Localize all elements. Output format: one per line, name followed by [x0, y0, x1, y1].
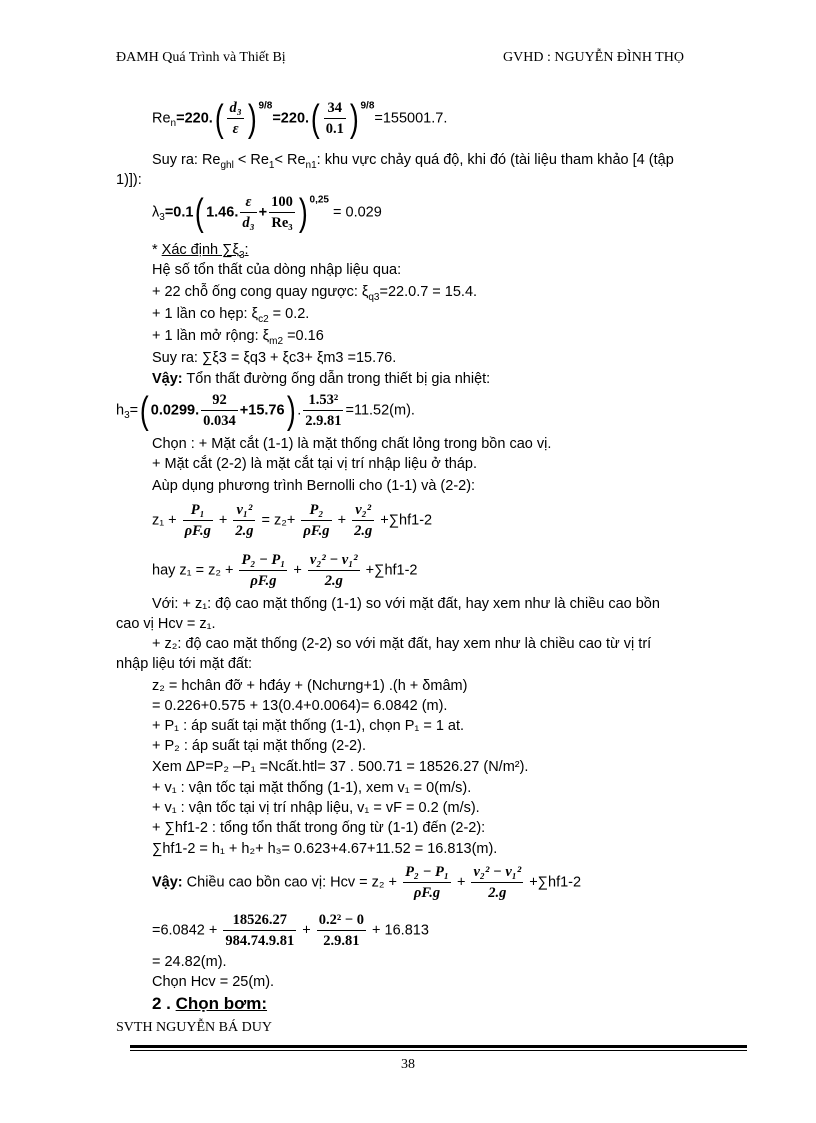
vay-2-sum: +∑hf1-2 — [529, 874, 582, 891]
z2-eq: z₂ = hchân đỡ + hđáy + (Nchưng+1) .(h + δmâm) — [152, 678, 468, 694]
frac-num-hy1: P₂ − P₁ — [241, 552, 286, 568]
v1a-line: + v₁ : vận tốc tại mặt thống (1-1), xem v₁ = 0(m/s). — [152, 780, 472, 796]
h3-b: +15.76 — [239, 402, 285, 419]
frac-den-b1: ρF.g — [184, 523, 211, 539]
page-number: 38 — [401, 1057, 415, 1072]
re-mid: =220. — [272, 110, 310, 127]
frac-v2 — [352, 500, 374, 541]
xac-dinh-sub: 3 — [238, 249, 245, 261]
formula-calc: =6.0842 + $\frac{18526.27}{984.74.9.81}$ + $\frac{\text{0.2² − 0}}{2.9.81}$ + 16.813 — [152, 912, 429, 949]
frac-den-hy1: ρF.g — [250, 573, 277, 589]
formula-h3: $h_3=$( 0.0299. $\frac{92}{0.034}$ +15.76) . $\frac{\text{1.53²}}{2.9.81}$ =11.52(m). — [116, 389, 415, 432]
frac-18526 — [223, 910, 296, 951]
paren-open-l: ( — [195, 191, 205, 234]
suy-ra-2: Suy ra: ∑ξ3 = ξq3 + ξc3+ ξm3 =15.76. — [152, 350, 397, 366]
paren-open: ( — [214, 97, 224, 140]
item-2: + 1 lần co hẹp: $\xi_{c2} = 0.2$. — [152, 306, 310, 325]
voi-2b: nhập liệu tới mặt đất: — [116, 656, 253, 672]
frac-num-b3: P₂ — [309, 502, 324, 518]
vay-2-bold: Vậy: — [152, 874, 183, 891]
chon-1: Chọn : + Mặt cắt (1-1) là mặt thống chất lỏng trong bồn cao vị. — [152, 436, 552, 452]
paren-close: ) — [247, 97, 257, 140]
frac-num-l1: ε — [245, 194, 252, 210]
item-3: + 1 lần mở rộng: $\xi_{m2} =0.16$ — [152, 328, 324, 347]
frac-num-l2: 100 — [269, 192, 295, 213]
frac-dv — [308, 550, 360, 591]
frac-num-c2: 0.2² − 0 — [317, 910, 366, 931]
paren-close-l: ) — [298, 191, 308, 234]
frac-num-c1: 18526.27 — [223, 910, 296, 931]
xem-line: Xem ΔP=P₂ –P₁ =Ncất.htl= 37 . 500.71 = 18526.27 (N/m²). — [152, 759, 529, 775]
ap-dung: Aùp dụng phương trình Bernolli cho (1-1) và (2-2): — [152, 478, 476, 494]
frac-92 — [201, 390, 238, 431]
item-3-tail: =0.16 — [283, 328, 324, 344]
voi-1: Với: + z₁: độ cao mặt thống (1-1) so với mặt đất, hay xem như là chiều cao bồn — [152, 596, 660, 612]
chon-2: + Mặt cắt (2-2) là mặt cắt tại vị trí nhập liệu ở tháp. — [152, 456, 478, 472]
re-result: =155001.7. — [374, 110, 448, 127]
section-number: 2 . — [152, 994, 176, 1013]
lambda-eq: =0.1 — [164, 204, 194, 221]
formula-bernoulli: z₁ + $\frac{\text{P₁}}{\rho F.g}$ + $\frac{\text{v₁²}}{2.g}$ = z₂+ $\frac{\text{P₂}}{\rho F.g}$ + $\frac{\text{v₂²}}{2.g}$ +∑hf1-2 — [152, 502, 433, 539]
frac-den-h1: 0.034 — [203, 413, 236, 429]
lambda-result: = 0.029 — [333, 204, 382, 221]
section-heading — [152, 994, 267, 1014]
frac-den-hy2: 2.g — [324, 573, 343, 589]
paren-open-h: ( — [140, 389, 149, 432]
he-so-line: Hệ số tổn thất của dòng nhập liệu qua: — [152, 262, 402, 278]
frac-dv-2 — [471, 862, 523, 903]
paren-close-2: ) — [349, 97, 359, 140]
frac-den-b4: 2.g — [354, 523, 373, 539]
frac-02 — [317, 910, 366, 951]
frac-den: ε — [232, 121, 239, 137]
calc-pre: =6.0842 + — [152, 922, 218, 939]
frac-eps-d — [240, 192, 256, 233]
frac-100-re — [269, 192, 295, 233]
frac-den-b3: ρF.g — [303, 523, 330, 539]
frac-dp — [239, 550, 287, 591]
suy-ra-cont: 1)]): — [116, 172, 142, 188]
lambda-in: 1.46. — [206, 204, 239, 221]
frac-num-hy2: v₂² − v₁² — [309, 552, 358, 568]
frac-p2 — [301, 500, 331, 541]
footer-rule-thin — [130, 1050, 747, 1051]
frac-den-v1: ρF.g — [413, 885, 441, 901]
section-title: Chọn bơm: — [175, 994, 268, 1013]
voi-1b: cao vị Hcv = z₁. — [116, 616, 216, 632]
hay-text: hay z₁ = z₂ + — [152, 562, 234, 579]
text-d: : khu vực chảy quá độ, khi đó (tài liệu tham khảo [4 (tập — [316, 152, 674, 168]
frac-v1 — [233, 500, 255, 541]
frac-den-v2: 2.g — [488, 885, 507, 901]
plus: + — [258, 204, 268, 221]
z2-val: = 0.226+0.575 + 13(0.4+0.0064)= 6.0842 (m). — [152, 698, 448, 714]
formula-re-n — [152, 98, 447, 139]
re-sub: n — [170, 118, 177, 130]
header-course: ĐAMH Quá Trình và Thiết Bị — [116, 50, 286, 65]
frac-den-c1: 984.74.9.81 — [225, 933, 295, 949]
frac-num-2: 34 — [324, 98, 346, 119]
lambda-exp: 0,25 — [309, 194, 329, 206]
frac-num-v2: v₂² − v₁² — [473, 864, 522, 880]
frac-den-2: 0.1 — [325, 121, 344, 137]
frac-num-h1: 92 — [201, 390, 238, 411]
sum-h-eq: ∑hf1-2 = h₁ + h₂+ h₃= 0.623+4.67+11.52 = 16.813(m). — [152, 841, 498, 857]
lambda-sym: λ — [152, 204, 160, 221]
vay-bold: Vậy: — [152, 371, 183, 387]
frac-p1 — [183, 500, 213, 541]
footer-rule-thick — [130, 1045, 747, 1048]
item-1-text: + 22 chỗ ống cong quay ngược: ξ — [152, 284, 369, 300]
text-c: < Re — [274, 152, 306, 168]
frac-num-b4: v₂² — [355, 502, 372, 518]
footer-student: SVTH NGUYỄN BÁ DUY — [116, 1020, 272, 1035]
frac-153 — [303, 390, 343, 431]
calc-tail: + 16.813 — [372, 922, 429, 939]
result-1: = 24.82(m). — [152, 954, 227, 970]
frac-num-h2: 1.53² — [303, 390, 343, 411]
frac-den-l2: Re₃ — [271, 215, 293, 231]
text-b: < Re — [233, 152, 269, 168]
p1-line: + P₁ : áp suất tại mặt thống (1-1), chọn P₁ = 1 at. — [152, 718, 465, 734]
result-2: Chọn Hcv = 25(m). — [152, 974, 275, 990]
vay-text: Tổn thất đường ống dẫn trong thiết bị gia nhiệt: — [182, 371, 491, 387]
header-advisor: GVHD : NGUYỄN ĐÌNH THỌ — [503, 50, 684, 65]
frac-34 — [324, 98, 346, 139]
bern-eq: = z₂+ — [261, 512, 296, 529]
frac-d-eps — [227, 98, 243, 139]
suy-ra-line: Suy ra: $Re_{ghl} < Re_1< Re_{n1}$: khu vực chảy quá độ, khi đó (tài liệu tham khảo [4 (tập — [152, 152, 674, 171]
item-2-text: + 1 lần co hẹp: ξ — [152, 306, 259, 322]
h3-a: 0.0299. — [150, 402, 200, 419]
formula-hcv: Vậy: Chiều cao bồn cao vị: Hcv = z₂ + $\frac{\text{P₂ − P₁}}{\rho F.g}$ + $\frac{\text{v₂² − v₁²}}{2.g}$ +∑hf1-2 — [152, 864, 582, 901]
frac-den-h2: 2.9.81 — [305, 413, 342, 429]
formula-hay: hay z₁ = z₂ + $\frac{\text{P₂ − P₁}}{\rho F.g}$ + $\frac{\text{v₂² − v₁²}}{2.g}$ +∑hf1-2 — [152, 552, 418, 589]
h3-result: =11.52(m). — [345, 402, 415, 419]
re-eq: =220. — [176, 110, 213, 127]
frac-num-v1: P₂ − P₁ — [405, 864, 449, 880]
frac-num: d₃ — [229, 100, 242, 116]
re-exp: 9/8 — [258, 100, 273, 112]
paren-open-2: ( — [310, 97, 320, 140]
item-2-tail: = 0.2. — [268, 306, 310, 322]
frac-den-c2: 2.9.81 — [323, 933, 360, 949]
hay-sum: +∑hf1-2 — [365, 562, 418, 579]
frac-den-b2: 2.g — [235, 523, 254, 539]
text-a: Suy ra: Re — [152, 152, 221, 168]
vay-2-text: Chiều cao bồn cao vị: Hcv = z₂ + — [182, 874, 398, 891]
bern-sum: +∑hf1-2 — [380, 512, 433, 529]
item-1-tail: =22.0.7 = 15.4. — [379, 284, 478, 300]
vay-1 — [152, 369, 490, 389]
formula-lambda: $\lambda_3=0.1$( 1.46. $\frac{\varepsilon}{\text{d₃}}$ + $\frac{100}{\text{Re₃}}$ ) $^{0,25}$ = 0.029 — [152, 191, 382, 234]
frac-num-b2: v₁² — [236, 502, 253, 518]
v1b-line: + v₁ : vận tốc tại vị trí nhập liệu, v₁ = vF = 0.2 (m/s). — [152, 800, 480, 816]
sum-h-line: + ∑hf1-2 : tổng tổn thất trong ống từ (1-1) đến (2-2): — [152, 820, 486, 836]
frac-dp-2 — [403, 862, 451, 903]
xac-dinh-text: Xác định ∑ξ — [161, 242, 239, 258]
re-label: Re — [152, 110, 171, 127]
p2-line: + P₂ : áp suất tại mặt thống (2-2). — [152, 738, 366, 754]
item-3-text: + 1 lần mở rộng: ξ — [152, 328, 270, 344]
paren-close-h: ) — [286, 389, 296, 432]
h3-sym: h — [116, 402, 125, 419]
voi-2: + z₂: độ cao mặt thống (2-2) so với mặt đất, hay xem như là chiều cao từ vị trí — [152, 636, 652, 652]
frac-num-b1: P₁ — [190, 502, 205, 518]
frac-den-l1: d₃ — [242, 215, 255, 231]
item-1: + 22 chỗ ống cong quay ngược: $\xi_{q3}=22.0.7 = 15.4$. — [152, 284, 478, 303]
bern-z1: z₁ + — [152, 512, 177, 529]
xac-dinh-heading: * Xác định $\sum\xi_3$: — [152, 242, 249, 261]
re-exp-2: 9/8 — [360, 100, 375, 112]
